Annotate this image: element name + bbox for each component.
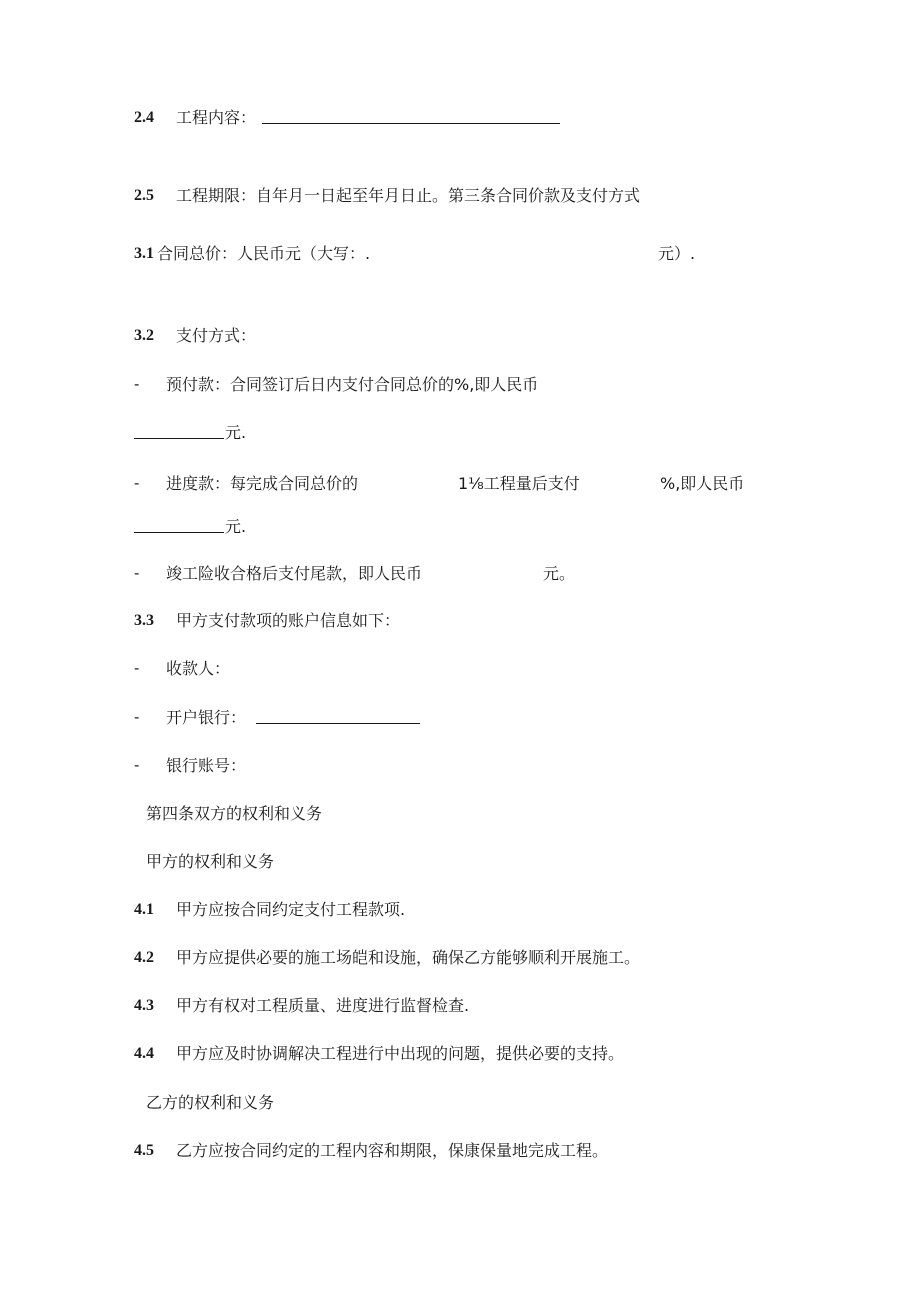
clause-number: 4.1 bbox=[134, 901, 154, 918]
final-text-end: 元。 bbox=[543, 564, 576, 583]
progress-text: 进度款：每完成合同总价的 bbox=[166, 474, 359, 493]
clause-text: 合同总价：人民币元（大写：. bbox=[157, 244, 371, 263]
list-dash: - bbox=[134, 376, 140, 393]
amount-blank bbox=[134, 421, 224, 439]
amount-unit: 元. bbox=[225, 423, 247, 442]
account-label: 银行账号： bbox=[166, 756, 247, 775]
final-text: 竣工险收合格后支付尾款，即人民币 bbox=[166, 564, 423, 583]
amount-unit: 元. bbox=[225, 517, 247, 536]
clause-text: 甲方应及时协调解决工程进行中出现的问题，提供必要的支持。 bbox=[176, 1044, 625, 1063]
heading-text: 甲方的权利和义务 bbox=[146, 852, 275, 871]
clause-text: 甲方应提供必要的施工场皑和设施，确保乙方能够顺利开展施工。 bbox=[176, 948, 641, 967]
clause-text: 甲方应按合同约定支付工程款项. bbox=[176, 900, 406, 919]
clause-number: 4.5 bbox=[134, 1142, 154, 1159]
clause-number: 2.5 bbox=[134, 187, 154, 204]
clause-text: 甲方支付款项的账户信息如下： bbox=[176, 611, 401, 630]
clause-text: 甲方有权对工程质量、进度进行监督检查. bbox=[176, 996, 470, 1015]
payee-label: 收款人： bbox=[166, 659, 231, 678]
clause-number: 3.1 bbox=[134, 245, 154, 262]
heading-text: 第四条双方的权利和义务 bbox=[146, 804, 323, 823]
clause-number: 2.4 bbox=[134, 109, 154, 126]
progress-text-mid: 1⅛工程量后支付 bbox=[458, 474, 580, 493]
clause-text: 支付方式： bbox=[176, 326, 257, 345]
clause-number: 4.4 bbox=[134, 1045, 154, 1062]
clause-text: 乙方应按合同约定的工程内容和期限，保康保量地完成工程。 bbox=[176, 1141, 609, 1160]
clause-number: 3.2 bbox=[134, 327, 154, 344]
clause-text-end: 元）. bbox=[658, 244, 696, 263]
project-content-blank bbox=[262, 106, 560, 124]
clause-number: 3.3 bbox=[134, 612, 154, 629]
list-dash: - bbox=[134, 565, 140, 582]
clause-label: 工程内容： bbox=[176, 108, 257, 127]
progress-text-end: %,即人民币 bbox=[660, 474, 745, 493]
amount-blank bbox=[134, 515, 224, 533]
clause-number: 4.3 bbox=[134, 997, 154, 1014]
clause-number: 4.2 bbox=[134, 949, 154, 966]
bank-label: 开户银行： bbox=[166, 708, 247, 727]
list-dash: - bbox=[134, 709, 140, 726]
list-dash: - bbox=[134, 475, 140, 492]
heading-text: 乙方的权利和义务 bbox=[146, 1093, 275, 1112]
bank-blank bbox=[256, 706, 420, 724]
list-dash: - bbox=[134, 660, 140, 677]
list-dash: - bbox=[134, 757, 140, 774]
clause-text: 工程期限：自年月一日起至年月日止。第三条合同价款及支付方式 bbox=[176, 186, 641, 205]
prepayment-text: 预付款：合同签订后日内支付合同总价的%,即人民币 bbox=[166, 375, 539, 394]
